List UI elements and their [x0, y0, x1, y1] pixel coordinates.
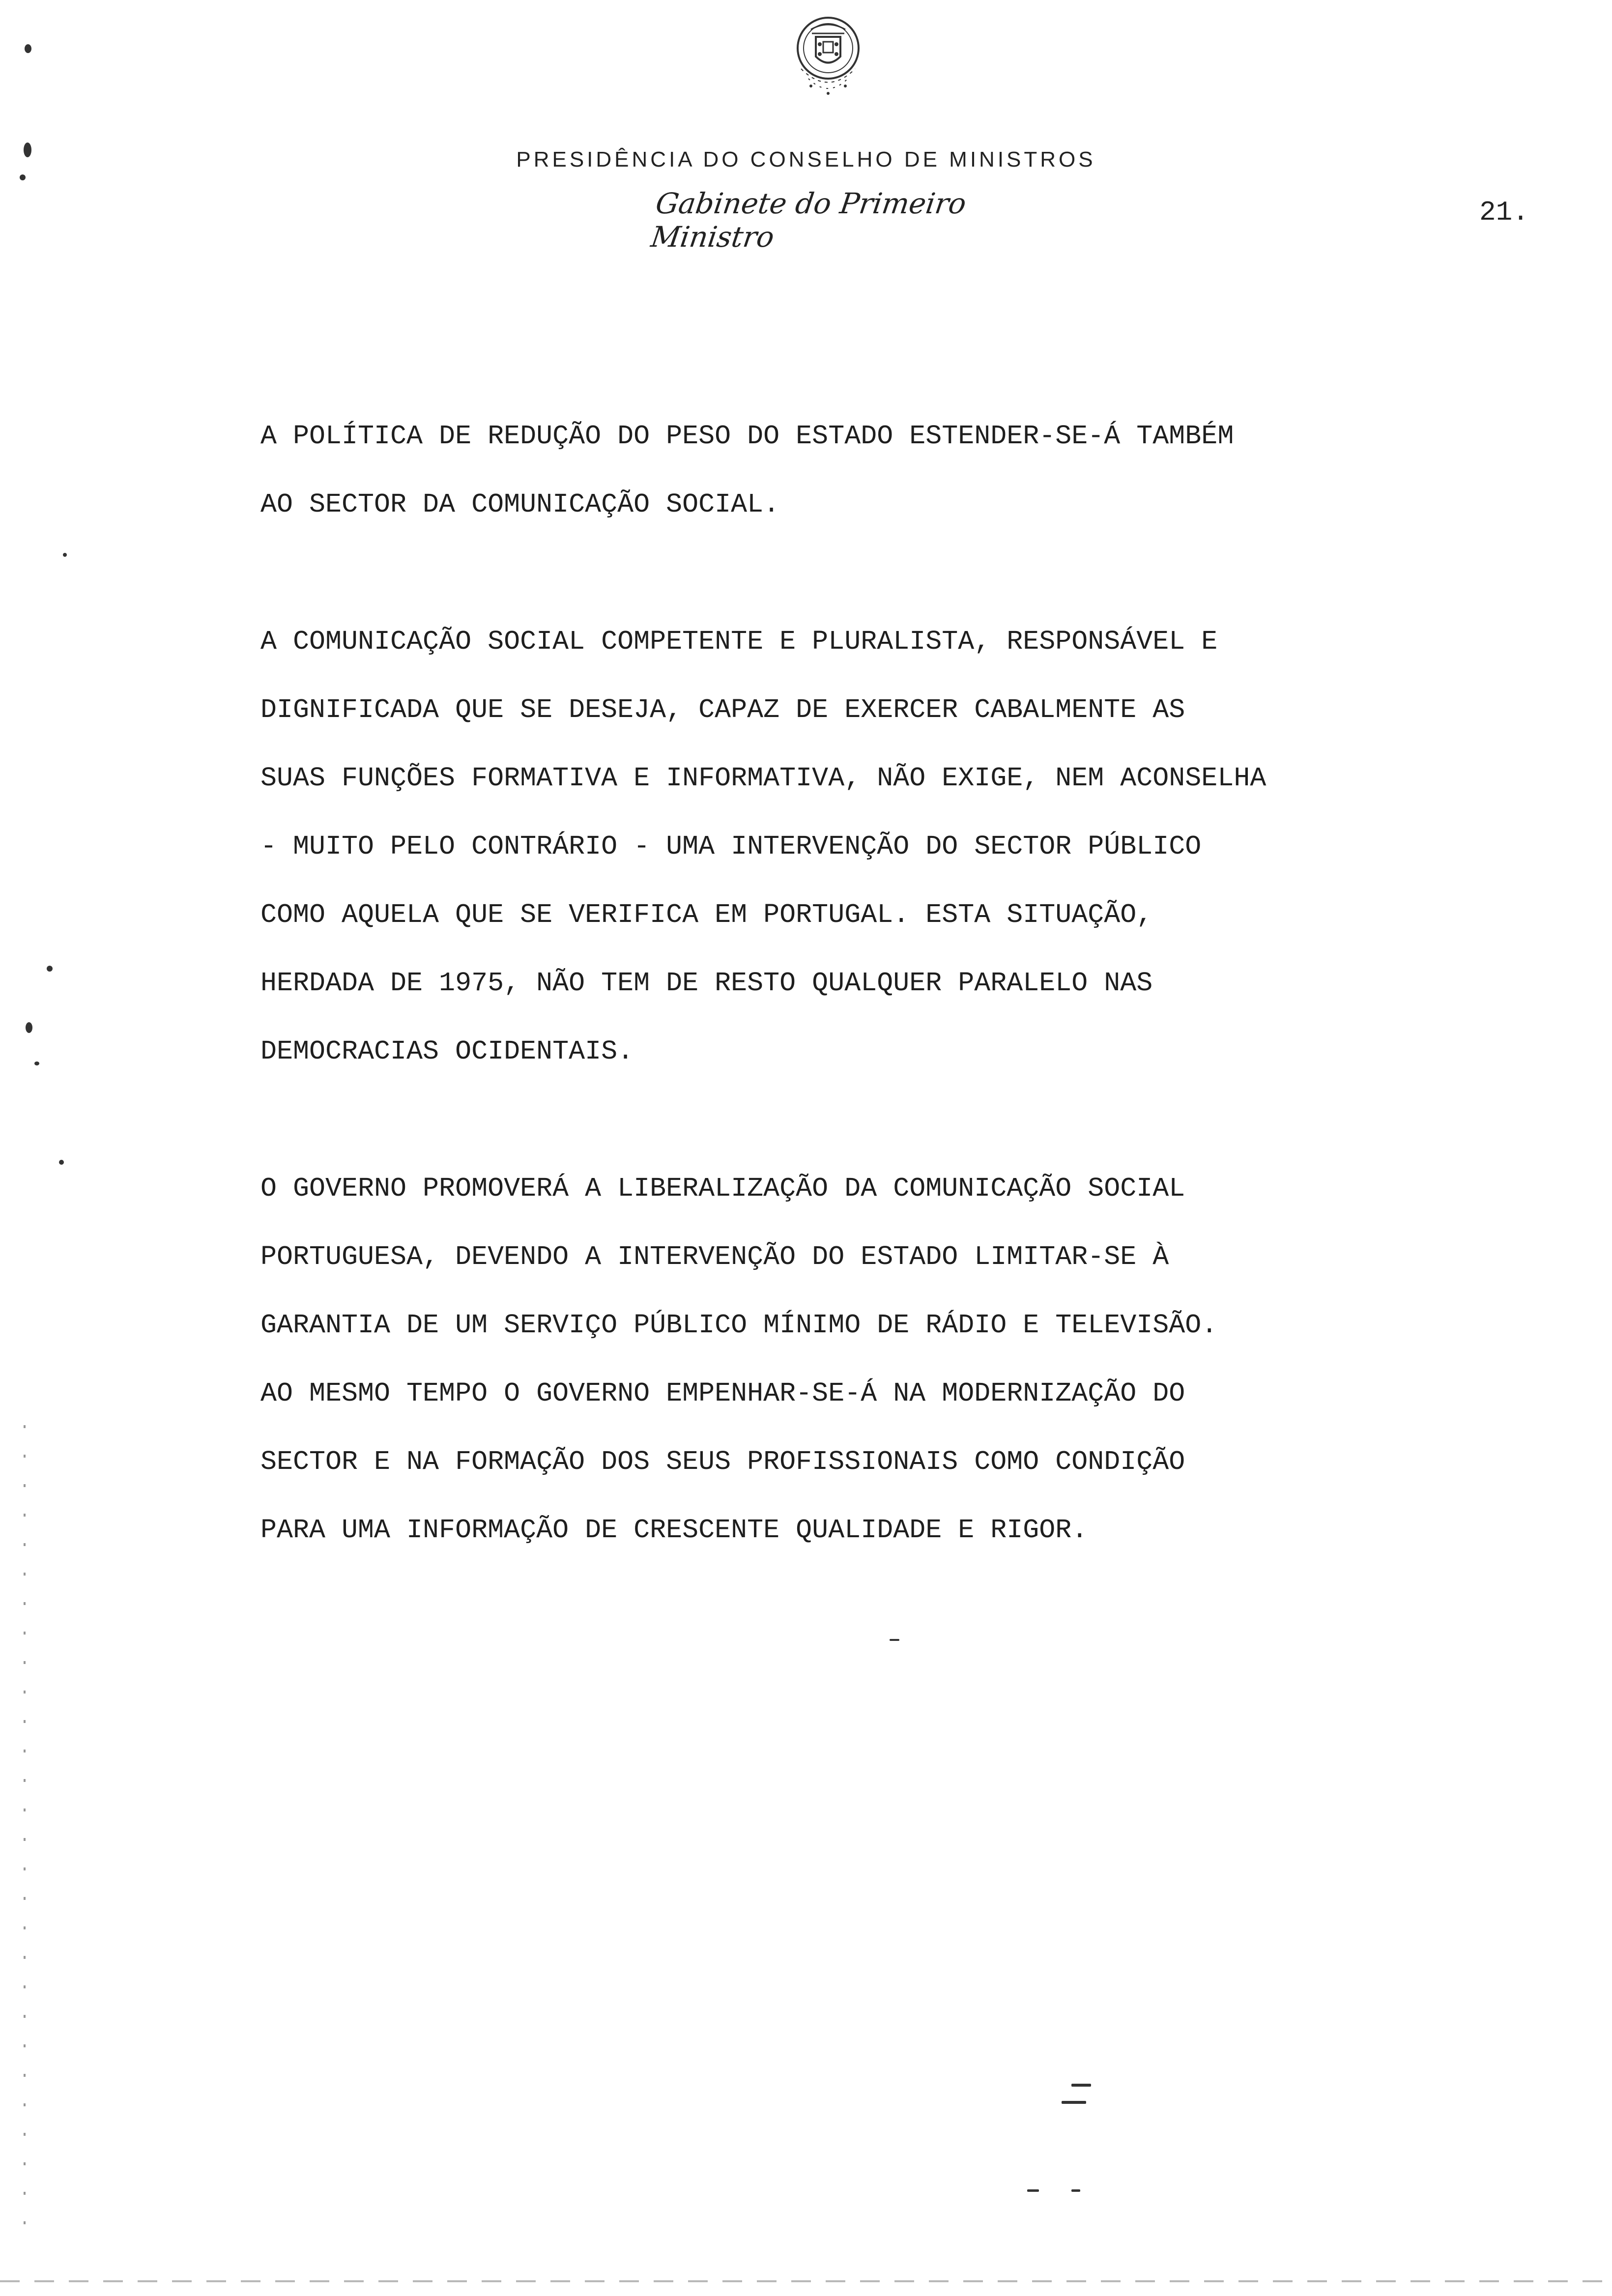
- text-line: HERDADA DE 1975, NÃO TEM DE RESTO QUALQUER PARALELO NAS: [260, 968, 1153, 999]
- page-number: 21.: [1479, 197, 1529, 228]
- text-line: DEMOCRACIAS OCIDENTAIS.: [260, 1036, 634, 1067]
- text-line: PARA UMA INFORMAÇÃO DE CRESCENTE QUALIDADE E RIGOR.: [260, 1515, 1088, 1546]
- scan-speck: [1071, 2084, 1091, 2087]
- scan-speck: [890, 1639, 899, 1641]
- text-line: A POLÍTICA DE REDUÇÃO DO PESO DO ESTADO ESTENDER-SE-Á TAMBÉM: [260, 421, 1234, 452]
- text-line: O GOVERNO PROMOVERÁ A LIBERALIZAÇÃO DA COMUNICAÇÃO SOCIAL: [260, 1173, 1185, 1204]
- paragraph: [260, 1154, 1519, 1564]
- text-line: DIGNIFICADA QUE SE DESEJA, CAPAZ DE EXERCER CABALMENTE AS: [260, 694, 1185, 725]
- scan-speck: [59, 1160, 64, 1165]
- organization-heading: PRESIDÊNCIA DO CONSELHO DE MINISTROS: [516, 147, 1096, 172]
- document-body: [260, 402, 1519, 1633]
- text-line: GARANTIA DE UM SERVIÇO PÚBLICO MÍNIMO DE RÁDIO E TELEVISÃO.: [260, 1310, 1218, 1341]
- scan-speck: [1062, 2101, 1086, 2104]
- text-line: SUAS FUNÇÕES FORMATIVA E INFORMATIVA, NÃO EXIGE, NEM ACONSELHA: [260, 763, 1267, 794]
- scan-speck: [20, 174, 26, 180]
- scan-margin-artifact: [24, 1425, 26, 2236]
- scan-speck: [63, 553, 67, 557]
- text-line: SECTOR E NA FORMAÇÃO DOS SEUS PROFISSIONAIS COMO CONDIÇÃO: [260, 1446, 1185, 1477]
- text-line: AO MESMO TEMPO O GOVERNO EMPENHAR-SE-Á NA MODERNIZAÇÃO DO: [260, 1378, 1185, 1409]
- scan-speck: [1071, 2189, 1080, 2192]
- scan-bottom-edge: [0, 2280, 1612, 2282]
- office-signature-line: Gabinete do Primeiro Ministro: [649, 187, 969, 254]
- text-line: PORTUGUESA, DEVENDO A INTERVENÇÃO DO ESTADO LIMITAR-SE À: [260, 1241, 1169, 1272]
- paragraph: [260, 607, 1519, 1086]
- text-line: A COMUNICAÇÃO SOCIAL COMPETENTE E PLURALISTA, RESPONSÁVEL E: [260, 626, 1218, 657]
- paragraph: [260, 402, 1519, 539]
- scan-speck: [1027, 2189, 1039, 2192]
- text-line: - MUITO PELO CONTRÁRIO - UMA INTERVENÇÃO DO SECTOR PÚBLICO: [260, 831, 1202, 862]
- scan-speck: [24, 143, 31, 157]
- scan-speck: [25, 44, 31, 53]
- coat-of-arms-seal-icon: [781, 10, 875, 103]
- text-line: AO SECTOR DA COMUNICAÇÃO SOCIAL.: [260, 489, 780, 520]
- text-line: COMO AQUELA QUE SE VERIFICA EM PORTUGAL. ESTA SITUAÇÃO,: [260, 899, 1153, 930]
- scan-speck: [47, 966, 53, 972]
- scan-speck: [34, 1062, 39, 1065]
- scan-speck: [26, 1022, 32, 1033]
